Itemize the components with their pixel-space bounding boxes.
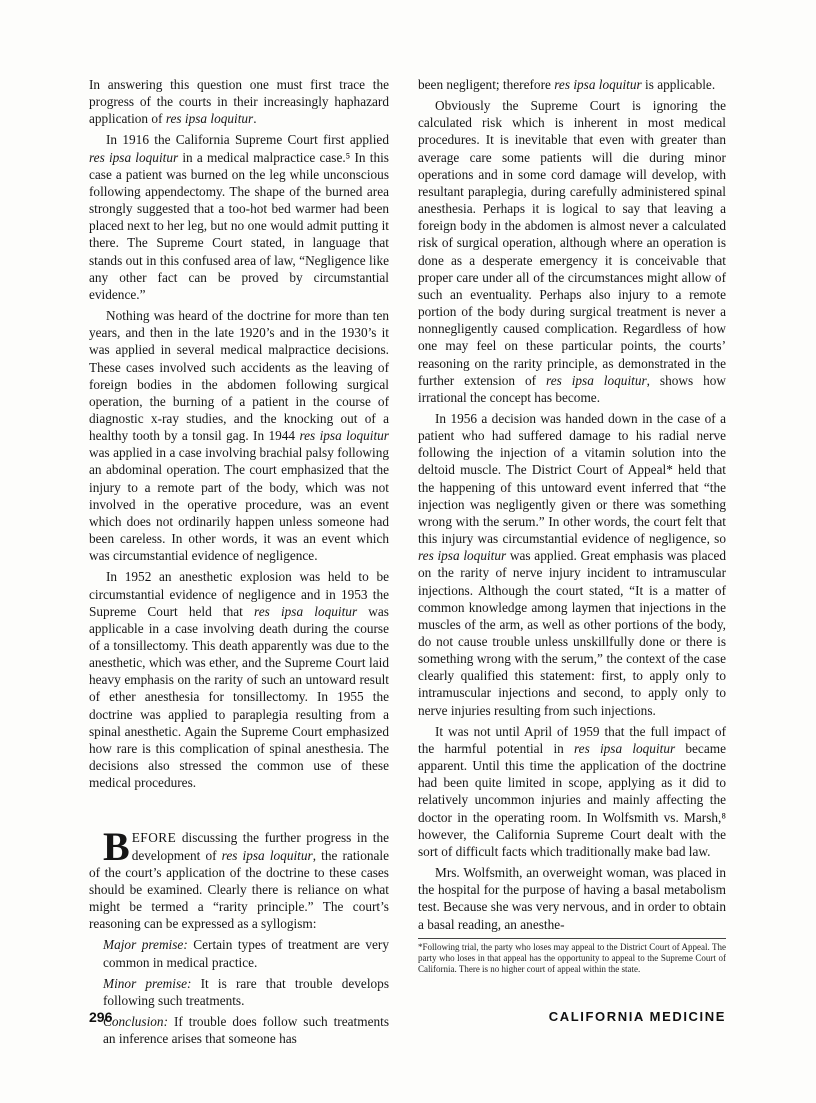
paragraph: Obviously the Supreme Court is ignoring the calculated risk which is inherent in most medical procedures. It is inevitable that even with greater than average care some patients will die during minor operations and in some cord damage will develop, with resultant paraplegia, during carefully administered spinal anesthesia. Perhaps it is logical to say that leaving a foreign body in the abdomen is almost never a calculated risk of surgical operation, although where an operation is done as a desperate emergency it is conceivable that proper care under all of the circumstances might allow of such an eventuality. Perhaps also injury to a remote portion of the body during surgical treatment is never a nonnegligently caused complication. Regardless of how one may feel on these particular points, the courts’ reasoning on the rarity principle, as demonstrated in the further extension of res ipsa loquitur, shows how irrational the concept has become.	[418, 98, 726, 405]
right-column	[418, 76, 726, 937]
left-column	[89, 76, 389, 1051]
syllogism-minor: Minor premise: It is rare that trouble develops following such treatments.	[103, 975, 389, 1008]
syllogism-label: Minor premise:	[103, 975, 192, 991]
paragraph: It was not until April of 1959 that the full impact of the harmful potential in res ipsa loquitur became apparent. Until this time the application of the doctrine had been quite limited in scope, applying as it did to relatively uncommon injuries and mainly affecting the doctor in the operating room. In Wolfsmith vs. Marsh,⁸ however, the California Supreme Court dealt with the sort of difficult facts which traditionally make bad law.	[418, 723, 726, 859]
paragraph: In 1956 a decision was handed down in the case of a patient who had suffered damage to his radial nerve following the injection of a vitamin solution into the deltoid muscle. The District Court of Appeal* held that the happening of this untoward event inferred that “the injection was negligently given or there was something wrong with the serum.” In other words, the court felt that this injury was circumstantial evidence of negligence, so res ipsa loquitur was applied. Great emphasis was placed on the rarity of nerve injury incident to intramuscular injections. Although the court stated, “It is a matter of common knowledge among laymen that injections in the muscles of the arm, as well as other portions of the body, do not cause trouble unless unskillfully done or there is something wrong with the serum,” the context of the case clearly qualified this statement: first, to apply only to intramuscular injections and second, to apply only to nerve injuries resulting from such injections.	[418, 410, 726, 718]
paragraph-text: discussing the further progress in the development of res ipsa loquitur, the rationale of the court’s application of the doctrine to these cases should be examined. Clearly there is reliance on what might be termed a “rarity principle.” The court’s reasoning can be expressed as a syllogism:	[89, 830, 389, 932]
page-number: 296	[89, 1009, 113, 1025]
drop-cap: B	[103, 824, 130, 870]
syllogism-label: Conclusion:	[103, 1013, 169, 1029]
paragraph: In answering this question one must first trace the progress of the courts in their increasingly haphazard application of res ipsa loquitur.	[89, 77, 389, 127]
small-caps-lead: EFORE	[131, 830, 177, 846]
syllogism-conclusion: Conclusion: If trouble does follow such treatments an inference arises that someone has	[103, 1013, 389, 1047]
paragraph: In 1952 an anesthetic explosion was held to be circumstantial evidence of negligence and in 1953 the Supreme Court held that res ipsa loquitur was applicable in a case involving death during the course of a tonsillectomy. This death apparently was due to the anesthetic, which was ether, and the Supreme Court laid heavy emphasis on the rarity of such an untoward result of ether anesthesia for tonsillectomy. In 1955 the doctrine was applied to paraplegia resulting from a spinal anesthetic. Again the Supreme Court emphasized how rare is this complication of spinal anesthesia. The decisions also stressed the common use of these medical procedures.	[89, 569, 389, 791]
footnote: *Following trial, the party who loses may appeal to the District Court of Appeal. The party who loses in that appeal has the opportunity to appeal to the Supreme Court of California. There is no higher court of appeal within the state.	[418, 938, 726, 975]
paragraph: In 1916 the California Supreme Court first applied res ipsa loquitur in a medical malpractice case.⁵ In this case a patient was burned on the leg while unconscious following appendectomy. The shape of the burned area strongly suggested that a too-hot bed warmer had been placed next to her leg, but no one would admit putting it there. The Supreme Court stated, in language that stands out in this confused area of law, “Negligence like any other fact can be proved by circumstantial evidence.”	[89, 132, 389, 302]
syllogism-label: Major premise:	[103, 937, 188, 953]
journal-name: CALIFORNIA MEDICINE	[548, 1009, 726, 1024]
syllogism-major: Major premise: Certain types of treatment are very common in medical practice.	[103, 937, 389, 970]
paragraph: been negligent; therefore res ipsa loquitur is applicable.	[418, 77, 716, 92]
paragraph: Mrs. Wolfsmith, an overweight woman, was placed in the hospital for the purpose of having a basal metabolism test. Because she was very nervous, and in order to obtain a basal reading, an anesthe-	[418, 865, 726, 932]
paragraph: Nothing was heard of the doctrine for more than ten years, and then in the late 1920’s and in the 1930’s it was applied in several medical malpractice decisions. These cases involved such accidents as the leaving of foreign bodies in the abdomen following surgical operation, the burning of a patient in the course of diagnostic x-ray studies, and the knocking out of a healthy tooth by a tonsil gag. In 1944 res ipsa loquitur was applied in a case involving brachial palsy following an abdominal operation. The court emphasized that the injury to a remote part of the body, which was not involved in the operative procedure, was an event which does not ordinarily happen unless someone had been careless. In other words, it was an event which was circumstantial evidence of negligence.	[89, 308, 389, 564]
section-gap	[89, 795, 389, 829]
section-opening-paragraph	[89, 824, 389, 932]
